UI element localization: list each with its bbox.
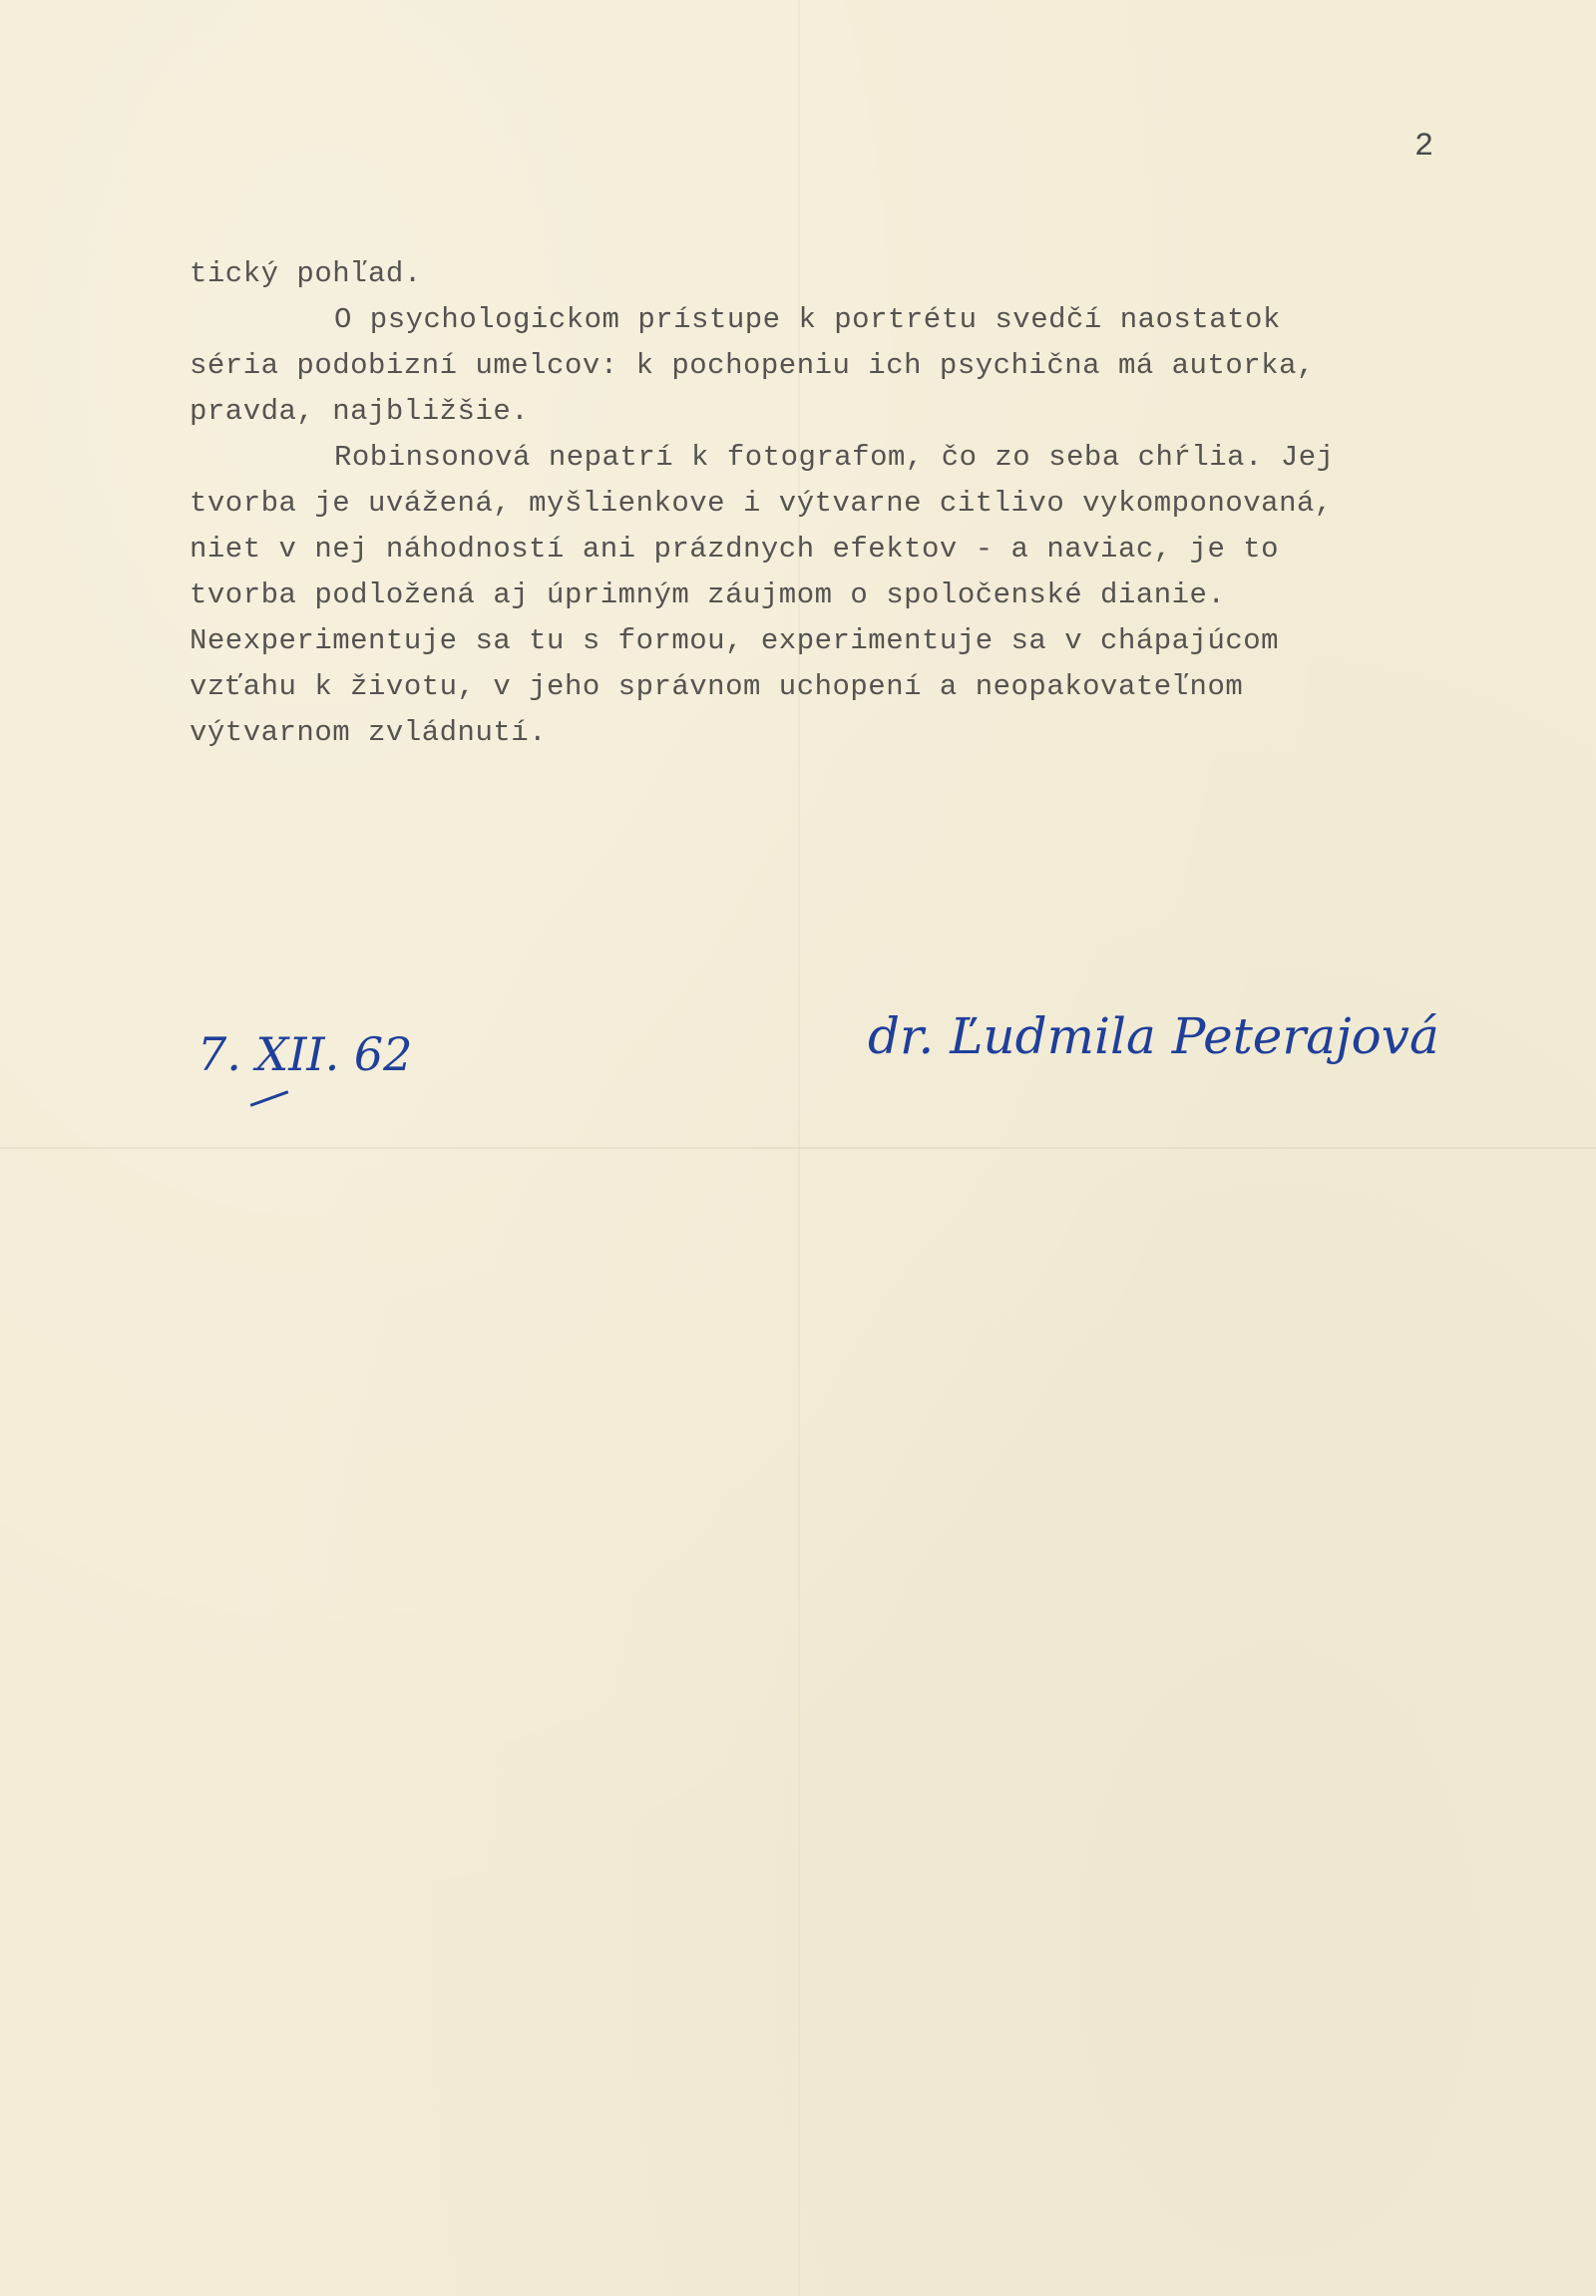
- body-line: Robinsonová nepatrí k fotografom, čo zo seba chŕlia. Jej: [334, 441, 1335, 474]
- handwritten-signature: dr. Ľudmila Peterajová: [868, 1007, 1439, 1065]
- typed-body: [190, 251, 1486, 756]
- date-underline-stroke: [250, 1090, 289, 1107]
- body-line: pravda, najbližšie.: [190, 395, 530, 428]
- body-line: tvorba je uvážená, myšlienkove i výtvarne citlivo vykomponovaná,: [190, 487, 1333, 520]
- body-line: tvorba podložená aj úprimným záujmom o spoločenské dianie.: [190, 578, 1226, 611]
- body-line: séria podobizní umelcov: k pochopeniu ich psychična má autorka,: [190, 349, 1315, 382]
- body-line: O psychologickom prístupe k portrétu svedčí naostatok: [334, 303, 1281, 336]
- body-line: niet v nej náhodností ani prázdnych efektov - a naviac, je to: [190, 533, 1280, 566]
- body-line: Neexperimentuje sa tu s formou, experimentuje sa v chápajúcom: [190, 624, 1280, 657]
- page-number: 2: [1414, 128, 1434, 165]
- handwritten-date: 7. XII. 62: [198, 1027, 413, 1081]
- body-line: vzťahu k životu, v jeho správnom uchopení a neopakovateľnom: [190, 670, 1244, 703]
- body-line: výtvarnom zvládnutí.: [190, 716, 548, 749]
- body-line: tický pohľad.: [190, 257, 422, 290]
